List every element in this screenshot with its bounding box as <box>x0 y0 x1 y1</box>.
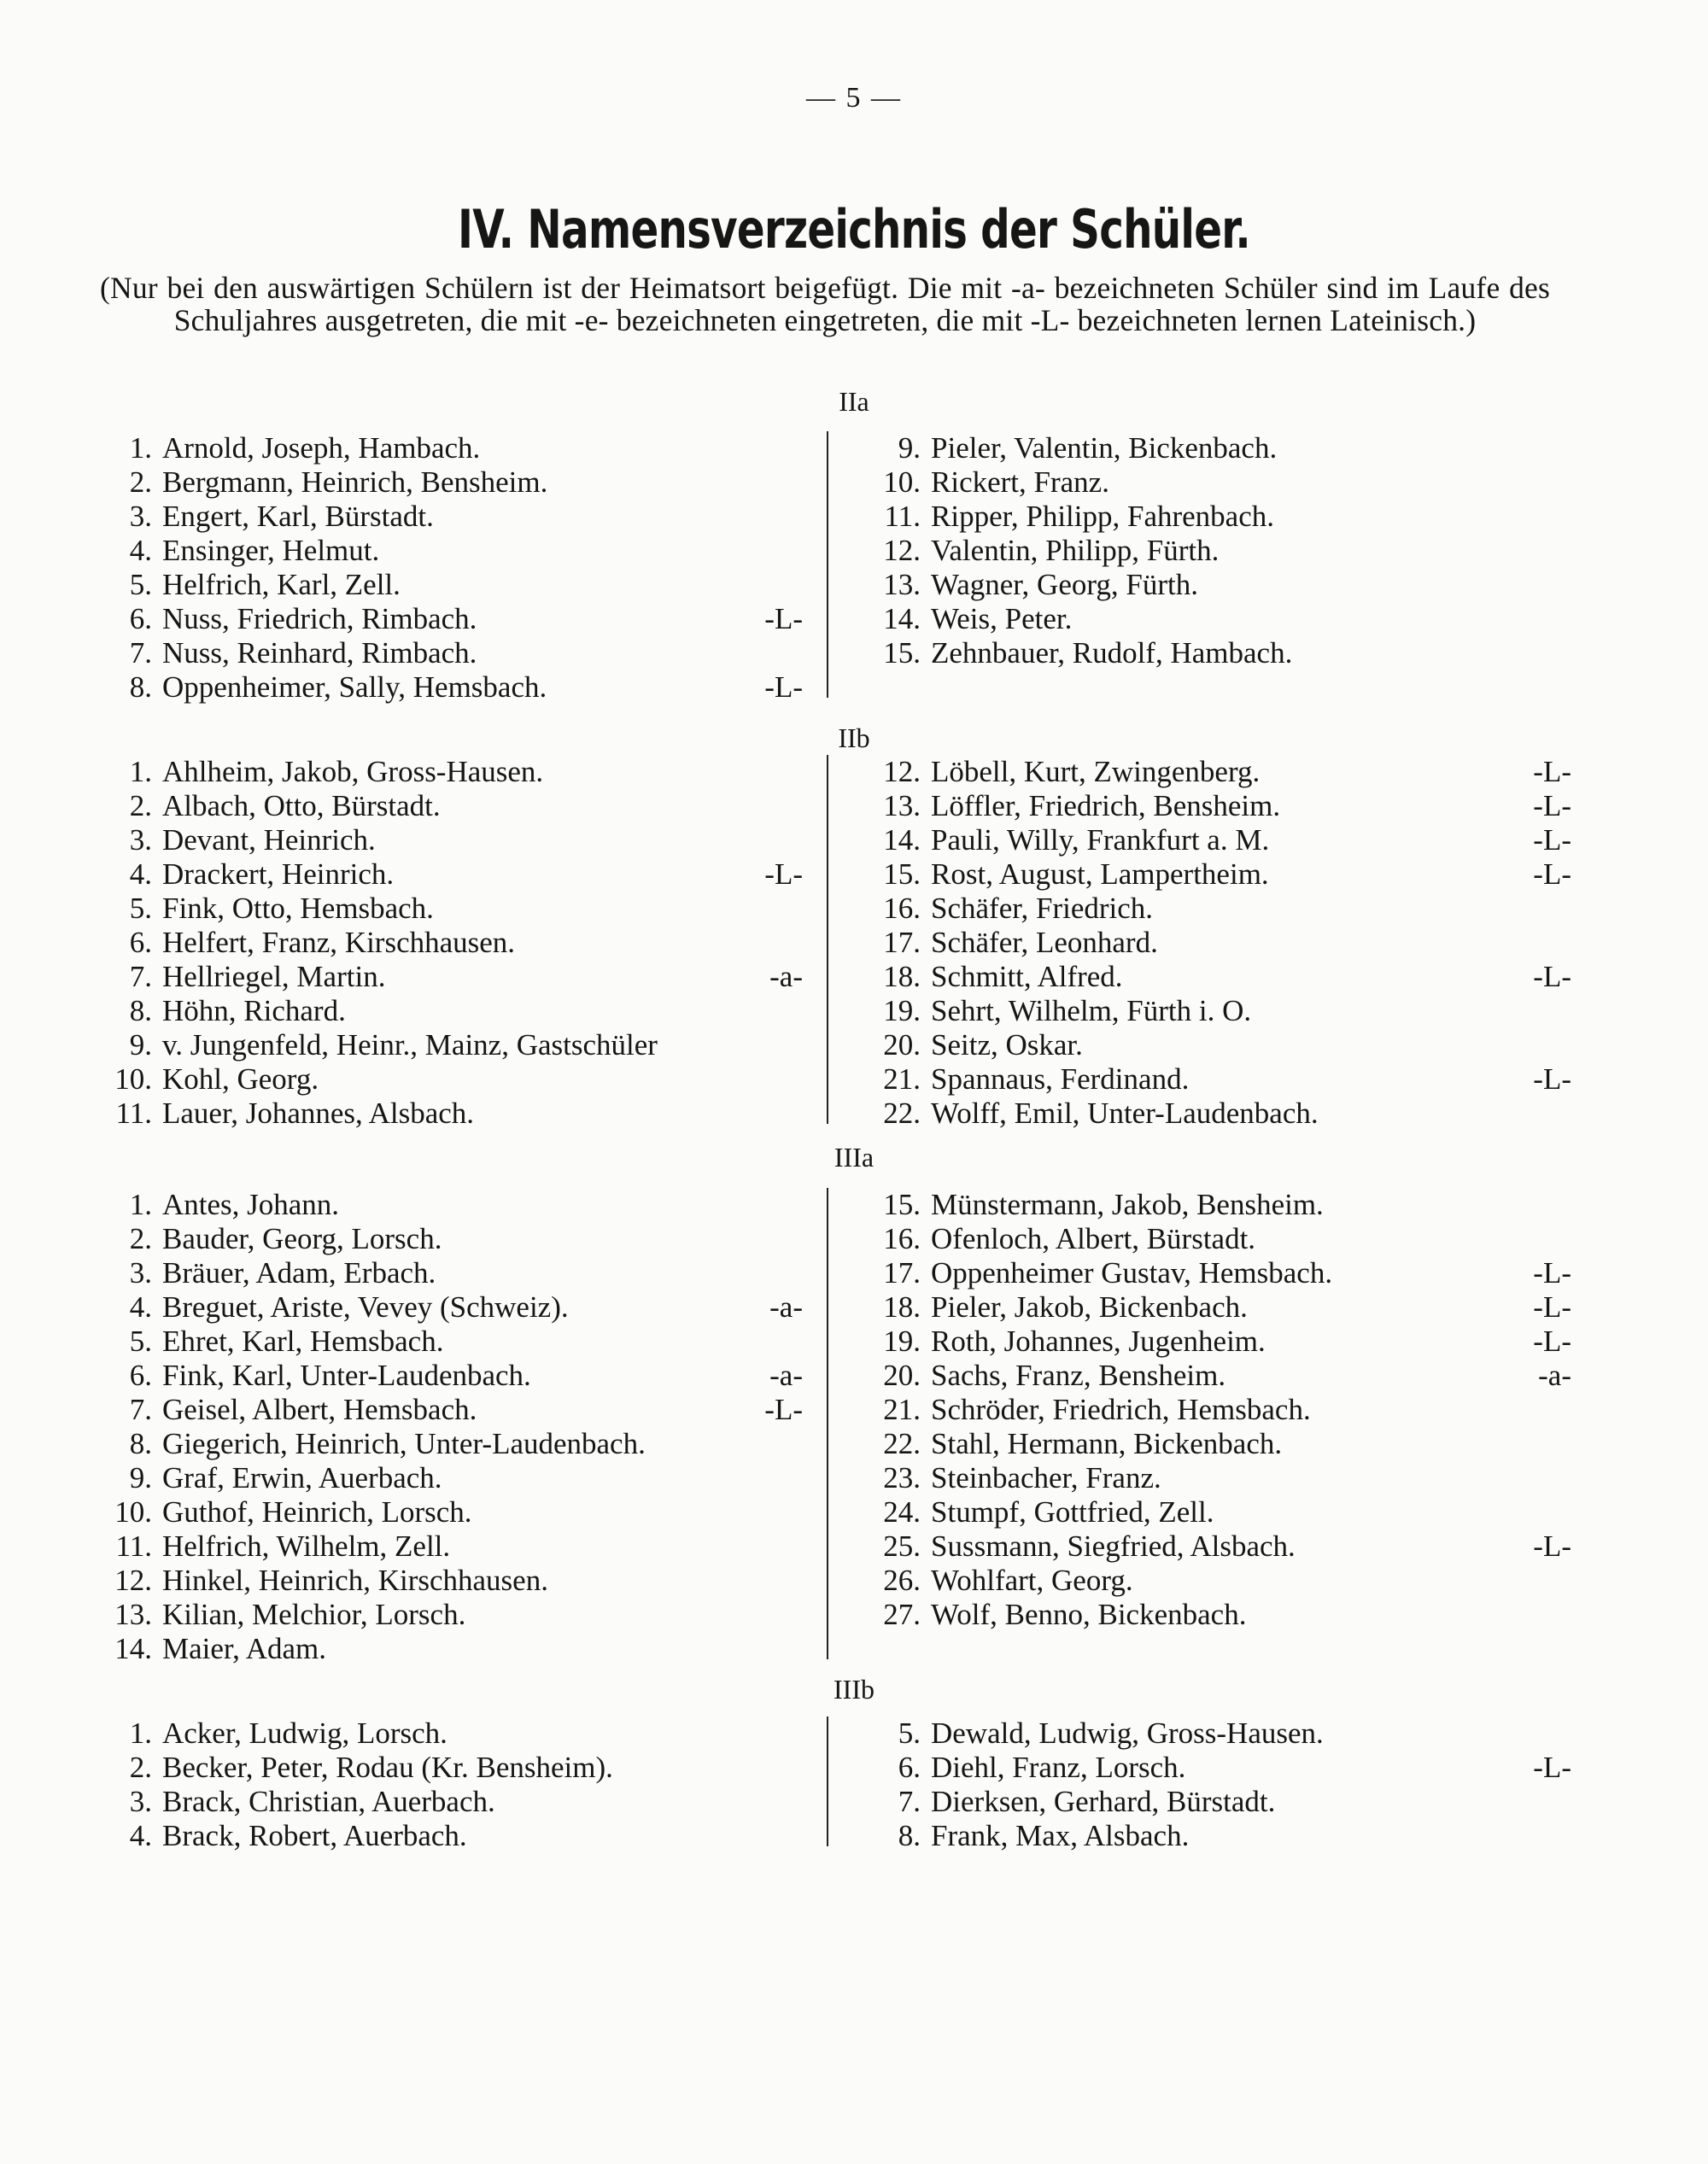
student-name: Oppenheimer Gustav, Hemsbach. <box>931 1256 1333 1290</box>
student-number: 3. <box>129 1256 152 1290</box>
student-row <box>883 1427 1563 1461</box>
student-name: Antes, Johann. <box>162 1188 340 1221</box>
status-mark: -L- <box>1533 1290 1571 1324</box>
student-row <box>883 1495 1563 1529</box>
student-name: Arnold, Joseph, Hambach. <box>162 431 481 465</box>
status-mark: -a- <box>769 1290 803 1324</box>
student-name: Graf, Erwin, Auerbach. <box>162 1461 442 1494</box>
student-row <box>129 1028 786 1062</box>
student-number: 7. <box>129 1393 152 1426</box>
student-row <box>129 1751 786 1785</box>
student-name: Valentin, Philipp, Fürth. <box>931 534 1220 567</box>
student-row <box>883 1028 1563 1062</box>
student-name: Ensinger, Helmut. <box>162 534 380 567</box>
student-number: 7. <box>129 960 152 993</box>
student-row <box>129 857 803 892</box>
student-name: Frank, Max, Alsbach. <box>931 1819 1190 1852</box>
page-title: IV. Namensverzeichnis der Schüler. <box>458 198 1250 260</box>
student-name: Sussmann, Siegfried, Alsbach. <box>931 1529 1296 1563</box>
student-row <box>883 926 1563 960</box>
status-mark: -L- <box>764 602 803 635</box>
student-row <box>129 670 803 705</box>
student-number: 6. <box>129 602 152 635</box>
left-column <box>129 431 803 705</box>
student-number: 1. <box>129 755 152 788</box>
student-name: Maier, Adam. <box>162 1632 327 1665</box>
class-label: IIIb <box>834 1674 874 1705</box>
student-number: 4. <box>129 1819 152 1852</box>
student-name: Becker, Peter, Rodau (Kr. Bensheim). <box>162 1751 613 1784</box>
student-number: 2. <box>129 789 152 822</box>
status-mark: -L- <box>1533 960 1571 993</box>
student-name: v. Jungenfeld, Heinr., Mainz, Gastschüler <box>162 1028 658 1062</box>
student-row <box>883 1325 1571 1359</box>
student-row <box>129 1819 786 1853</box>
student-row <box>114 1062 786 1097</box>
student-name: Nuss, Friedrich, Rimbach. <box>162 602 477 635</box>
student-row <box>883 1598 1563 1632</box>
student-row <box>883 1222 1563 1256</box>
student-name: Löffler, Friedrich, Bensheim. <box>931 789 1281 822</box>
status-mark: -L- <box>1533 1751 1571 1784</box>
student-name: Wolf, Benno, Bickenbach. <box>931 1598 1247 1631</box>
student-number: 3. <box>129 1785 152 1818</box>
student-number: 16. <box>883 1222 921 1255</box>
student-name: Pauli, Willy, Frankfurt a. M. <box>931 823 1270 857</box>
student-name: Lauer, Johannes, Alsbach. <box>162 1097 475 1130</box>
student-name: Sehrt, Wilhelm, Fürth i. O. <box>931 994 1252 1027</box>
status-mark: -a- <box>1538 1359 1571 1392</box>
student-number: 15. <box>883 1188 921 1221</box>
student-name: Roth, Johannes, Jugenheim. <box>931 1325 1266 1358</box>
student-name: Schäfer, Leonhard. <box>931 926 1158 959</box>
student-name: Bergmann, Heinrich, Bensheim. <box>162 465 548 499</box>
student-number: 4. <box>129 534 152 567</box>
intro-note: (Nur bei den auswärtigen Schülern ist der Heimatsort beigefügt. Die mit -a- bezeichneten Schüler sind im Laufe des Schuljahres ausgetreten, die mit -e- bezeichneten eingetreten, die mit -L- bezeichneten lernen Lateinisch.) <box>100 271 1550 337</box>
student-name: Sachs, Franz, Bensheim. <box>931 1359 1226 1392</box>
left-column <box>114 1188 803 1666</box>
student-row <box>883 1564 1563 1598</box>
student-name: Schröder, Friedrich, Hemsbach. <box>931 1393 1311 1426</box>
student-row <box>129 465 786 500</box>
student-row <box>129 960 803 994</box>
student-number: 2. <box>129 1751 152 1784</box>
student-name: Wolff, Emil, Unter-Laudenbach. <box>931 1097 1319 1130</box>
student-number: 8. <box>129 1427 152 1460</box>
student-row <box>883 465 1563 500</box>
student-number: 12. <box>114 1564 152 1597</box>
student-row <box>884 500 1563 534</box>
column-divider <box>827 1717 828 1846</box>
student-name: Fink, Otto, Hemsbach. <box>162 892 434 925</box>
status-mark: -L- <box>1533 1529 1571 1563</box>
student-number: 19. <box>883 994 921 1027</box>
left-column <box>114 755 803 1131</box>
student-number: 5. <box>898 1717 921 1750</box>
status-mark: -L- <box>1533 1062 1571 1096</box>
student-number: 15. <box>883 636 921 670</box>
student-name: Bauder, Georg, Lorsch. <box>162 1222 442 1255</box>
student-name: Ehret, Karl, Hemsbach. <box>162 1325 444 1358</box>
student-name: Ahlheim, Jakob, Gross-Hausen. <box>162 755 544 788</box>
student-name: Guthof, Heinrich, Lorsch. <box>162 1495 472 1529</box>
student-number: 13. <box>114 1598 152 1631</box>
student-number: 8. <box>129 670 152 704</box>
student-number: 22. <box>883 1097 921 1130</box>
student-number: 10. <box>114 1495 152 1529</box>
student-number: 1. <box>129 1188 152 1221</box>
student-row <box>114 1598 786 1632</box>
student-number: 9. <box>129 1461 152 1494</box>
student-row <box>129 926 786 960</box>
class-label: IIa <box>839 386 869 417</box>
student-number: 12. <box>883 755 921 788</box>
student-name: Rost, August, Lampertheim. <box>931 857 1269 891</box>
student-number: 2. <box>129 1222 152 1255</box>
student-number: 13. <box>883 568 921 601</box>
student-number: 15. <box>883 857 921 891</box>
student-name: Stumpf, Gottfried, Zell. <box>931 1495 1214 1529</box>
student-row <box>129 1427 786 1461</box>
left-column <box>129 1717 786 1853</box>
student-name: Diehl, Franz, Lorsch. <box>931 1751 1186 1784</box>
student-name: Pieler, Valentin, Bickenbach. <box>931 431 1278 465</box>
column-divider <box>827 1188 828 1659</box>
student-name: Wagner, Georg, Fürth. <box>931 568 1198 601</box>
student-row <box>129 1290 803 1325</box>
right-column <box>883 1188 1571 1632</box>
student-name: Kohl, Georg. <box>162 1062 319 1096</box>
student-name: Helfert, Franz, Kirschhausen. <box>162 926 516 959</box>
page-number: — 5 — <box>806 82 902 114</box>
student-number: 8. <box>129 994 152 1027</box>
student-row <box>129 823 786 857</box>
student-name: Zehnbauer, Rudolf, Hambach. <box>931 636 1293 670</box>
student-row <box>114 1495 786 1529</box>
student-number: 5. <box>129 1325 152 1358</box>
student-row <box>883 960 1571 994</box>
student-name: Geisel, Albert, Hemsbach. <box>162 1393 477 1426</box>
student-name: Helfrich, Karl, Zell. <box>162 568 401 601</box>
student-number: 27. <box>883 1598 921 1631</box>
student-number: 24. <box>883 1495 921 1529</box>
student-number: 18. <box>883 1290 921 1324</box>
student-name: Fink, Karl, Unter-Laudenbach. <box>162 1359 531 1392</box>
status-mark: -a- <box>769 960 803 993</box>
student-number: 6. <box>898 1751 921 1784</box>
student-row <box>898 1751 1571 1785</box>
student-name: Devant, Heinrich. <box>162 823 376 857</box>
student-row <box>883 568 1563 602</box>
student-number: 3. <box>129 823 152 857</box>
student-row <box>883 1290 1571 1325</box>
student-number: 25. <box>883 1529 921 1563</box>
student-row <box>883 534 1563 568</box>
student-name: Hellriegel, Martin. <box>162 960 386 993</box>
status-mark: -L- <box>1533 755 1571 788</box>
student-name: Weis, Peter. <box>931 602 1073 635</box>
student-row <box>883 1256 1571 1290</box>
student-number: 1. <box>129 431 152 465</box>
student-row <box>114 1632 786 1666</box>
student-row <box>883 1393 1563 1427</box>
student-number: 9. <box>898 431 921 465</box>
student-number: 6. <box>129 926 152 959</box>
student-name: Breguet, Ariste, Vevey (Schweiz). <box>162 1290 569 1324</box>
student-number: 19. <box>883 1325 921 1358</box>
student-row <box>883 994 1563 1028</box>
student-number: 18. <box>883 960 921 993</box>
status-mark: -L- <box>764 670 803 704</box>
student-row <box>883 636 1563 670</box>
student-row <box>129 1461 786 1495</box>
student-number: 14. <box>883 823 921 857</box>
student-row <box>129 1222 786 1256</box>
student-row <box>898 1819 1563 1853</box>
student-name: Acker, Ludwig, Lorsch. <box>162 1717 447 1750</box>
student-number: 21. <box>883 1062 921 1096</box>
right-column <box>883 431 1563 670</box>
right-column <box>898 1717 1571 1853</box>
student-number: 5. <box>129 568 152 601</box>
student-row <box>129 1785 786 1819</box>
student-number: 16. <box>883 892 921 925</box>
student-number: 21. <box>883 1393 921 1426</box>
student-row <box>883 1359 1571 1393</box>
student-number: 9. <box>129 1028 152 1062</box>
student-name: Wohlfart, Georg. <box>931 1564 1133 1597</box>
student-name: Pieler, Jakob, Bickenbach. <box>931 1290 1248 1324</box>
student-row <box>129 636 786 670</box>
student-number: 26. <box>883 1564 921 1597</box>
student-name: Steinbacher, Franz. <box>931 1461 1161 1494</box>
student-name: Giegerich, Heinrich, Unter-Laudenbach. <box>162 1427 646 1460</box>
student-name: Engert, Karl, Bürstadt. <box>162 500 434 533</box>
class-label: IIb <box>838 722 870 753</box>
student-row <box>129 789 786 823</box>
student-row <box>129 602 803 636</box>
status-mark: -L- <box>1533 789 1571 822</box>
student-row <box>883 755 1571 789</box>
student-name: Münstermann, Jakob, Bensheim. <box>931 1188 1324 1221</box>
student-number: 20. <box>883 1028 921 1062</box>
student-row <box>883 892 1563 926</box>
student-name: Rickert, Franz. <box>931 465 1109 499</box>
student-name: Kilian, Melchior, Lorsch. <box>162 1598 466 1631</box>
student-row <box>883 1529 1571 1564</box>
student-row <box>114 1564 786 1598</box>
student-number: 14. <box>114 1632 152 1665</box>
student-number: 23. <box>883 1461 921 1494</box>
student-number: 22. <box>883 1427 921 1460</box>
column-divider <box>827 431 828 698</box>
student-name: Hinkel, Heinrich, Kirschhausen. <box>162 1564 548 1597</box>
student-number: 13. <box>883 789 921 822</box>
student-row <box>129 500 786 534</box>
student-row <box>898 1717 1563 1751</box>
status-mark: -L- <box>764 857 803 891</box>
status-mark: -a- <box>769 1359 803 1392</box>
student-row <box>883 602 1563 636</box>
student-row <box>129 1359 803 1393</box>
student-row <box>883 857 1571 892</box>
student-row <box>883 1461 1563 1495</box>
student-number: 14. <box>883 602 921 635</box>
student-name: Seitz, Oskar. <box>931 1028 1083 1062</box>
student-row <box>883 1062 1571 1097</box>
student-name: Dierksen, Gerhard, Bürstadt. <box>931 1785 1276 1818</box>
student-row <box>129 1256 786 1290</box>
student-number: 11. <box>115 1097 152 1130</box>
column-divider <box>827 755 828 1124</box>
student-number: 12. <box>883 534 921 567</box>
student-row <box>129 755 786 789</box>
student-name: Drackert, Heinrich. <box>162 857 395 891</box>
student-name: Ofenloch, Albert, Bürstadt. <box>931 1222 1256 1255</box>
student-row <box>129 1188 786 1222</box>
student-number: 2. <box>129 465 152 499</box>
student-row <box>115 1529 786 1564</box>
student-number: 4. <box>129 1290 152 1324</box>
student-name: Dewald, Ludwig, Gross-Hausen. <box>931 1717 1324 1750</box>
status-mark: -L- <box>1533 1256 1571 1290</box>
student-name: Nuss, Reinhard, Rimbach. <box>162 636 477 670</box>
student-number: 8. <box>898 1819 921 1852</box>
student-name: Stahl, Hermann, Bickenbach. <box>931 1427 1283 1460</box>
student-name: Bräuer, Adam, Erbach. <box>162 1256 436 1290</box>
student-row <box>129 1717 786 1751</box>
student-name: Schäfer, Friedrich. <box>931 892 1154 925</box>
student-name: Spannaus, Ferdinand. <box>931 1062 1190 1096</box>
student-name: Schmitt, Alfred. <box>931 960 1123 993</box>
student-number: 7. <box>898 1785 921 1818</box>
student-row <box>129 431 786 465</box>
student-number: 20. <box>883 1359 921 1392</box>
student-name: Brack, Robert, Auerbach. <box>162 1819 467 1852</box>
status-mark: -L- <box>764 1393 803 1426</box>
student-row <box>883 1097 1563 1131</box>
student-number: 17. <box>883 926 921 959</box>
right-column <box>883 755 1571 1131</box>
student-row <box>898 431 1563 465</box>
student-name: Ripper, Philipp, Fahrenbach. <box>931 500 1275 533</box>
class-label: IIIa <box>834 1142 874 1173</box>
student-row <box>883 823 1571 857</box>
student-number: 3. <box>129 500 152 533</box>
student-number: 6. <box>129 1359 152 1392</box>
student-row <box>115 1097 786 1131</box>
student-number: 10. <box>114 1062 152 1096</box>
student-number: 7. <box>129 636 152 670</box>
student-row <box>883 1188 1563 1222</box>
student-name: Helfrich, Wilhelm, Zell. <box>162 1529 451 1563</box>
student-name: Löbell, Kurt, Zwingenberg. <box>931 755 1261 788</box>
student-row <box>129 994 786 1028</box>
student-name: Höhn, Richard. <box>162 994 346 1027</box>
student-name: Oppenheimer, Sally, Hemsbach. <box>162 670 547 704</box>
student-number: 17. <box>883 1256 921 1290</box>
student-number: 10. <box>883 465 921 499</box>
student-row <box>129 1393 803 1427</box>
student-number: 1. <box>129 1717 152 1750</box>
student-number: 4. <box>129 857 152 891</box>
status-mark: -L- <box>1533 823 1571 857</box>
student-name: Brack, Christian, Auerbach. <box>162 1785 495 1818</box>
student-number: 11. <box>884 500 921 533</box>
status-mark: -L- <box>1533 1325 1571 1358</box>
student-row <box>129 568 786 602</box>
student-number: 5. <box>129 892 152 925</box>
student-row <box>898 1785 1563 1819</box>
student-row <box>883 789 1571 823</box>
student-row <box>129 1325 786 1359</box>
status-mark: -L- <box>1533 857 1571 891</box>
student-name: Albach, Otto, Bürstadt. <box>162 789 441 822</box>
student-row <box>129 892 786 926</box>
student-row <box>129 534 786 568</box>
student-number: 11. <box>115 1529 152 1563</box>
